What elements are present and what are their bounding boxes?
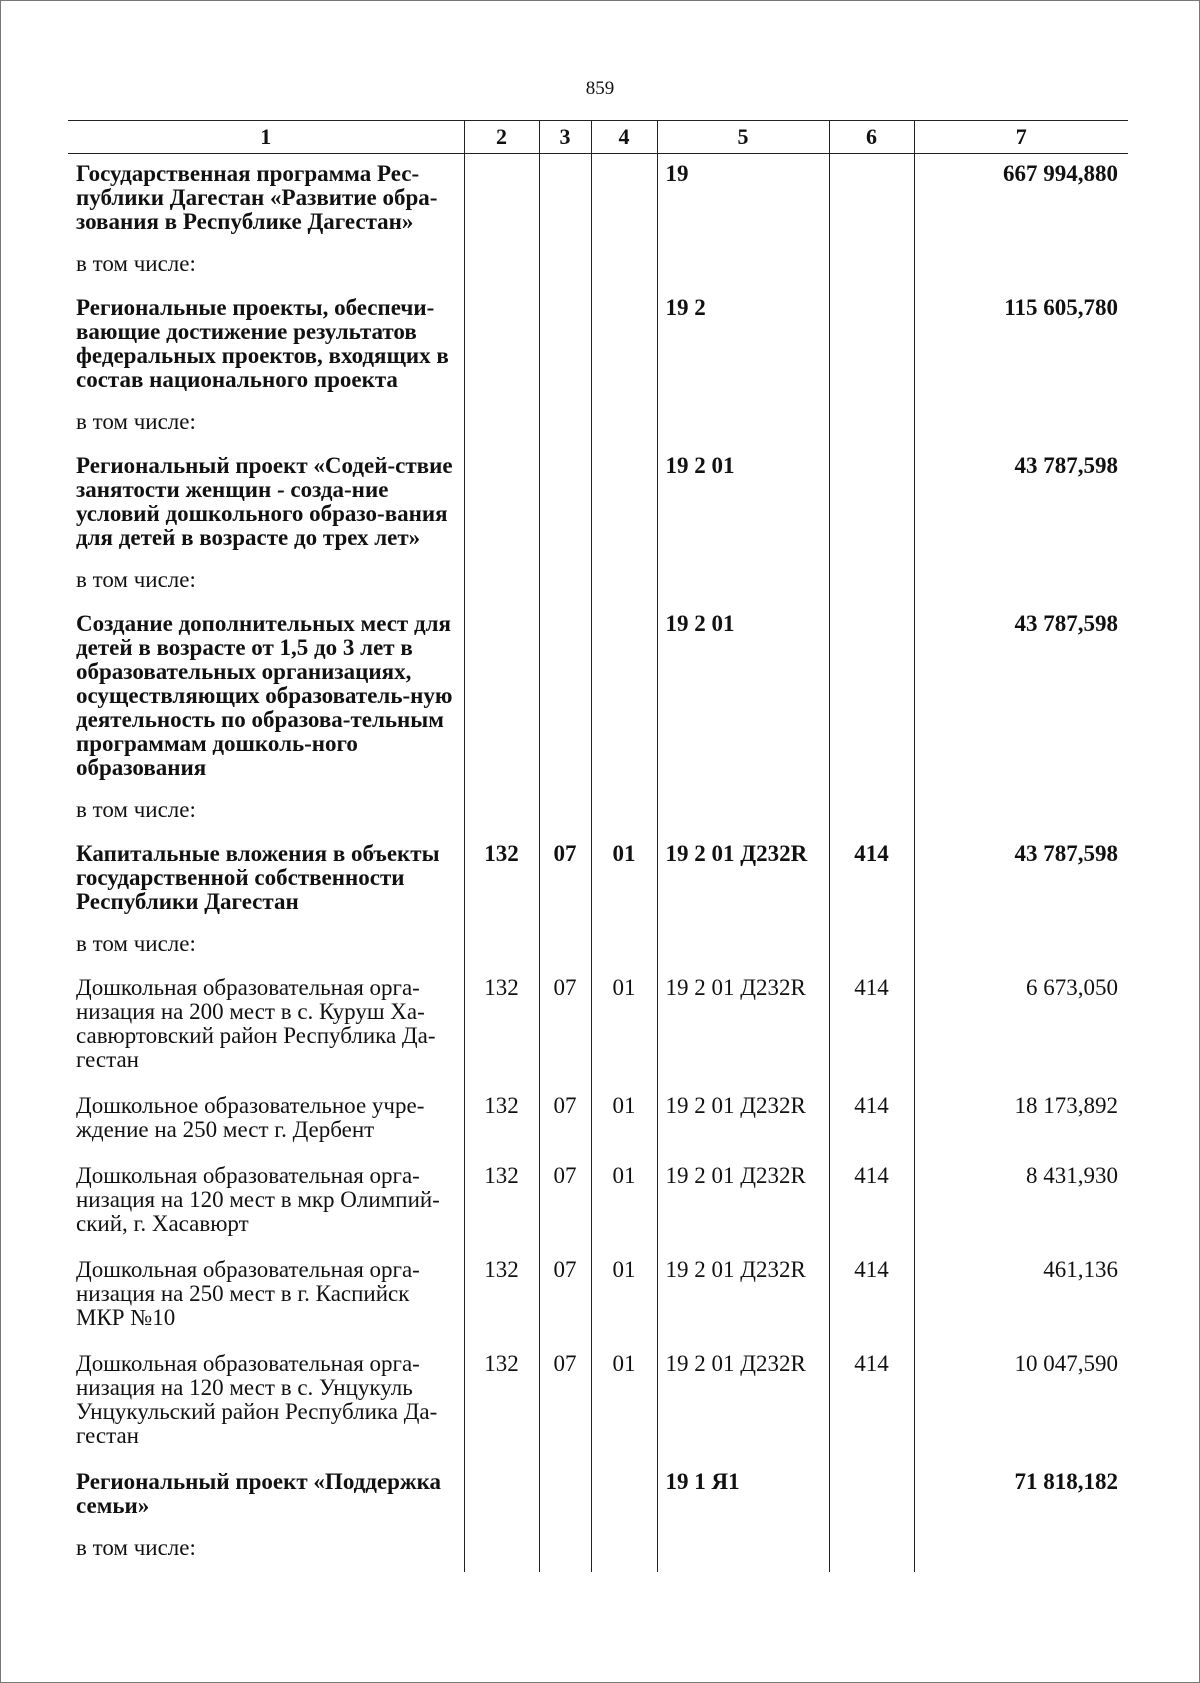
row-col-2: [464, 928, 539, 968]
row-col-3: [539, 446, 591, 564]
row-amount: 667 994,880: [914, 154, 1128, 249]
table-row: [68, 604, 1128, 794]
row-col-4: [591, 446, 657, 564]
row-col-3: [539, 1462, 591, 1532]
row-code: 19 2 01 Д232R: [657, 834, 829, 928]
row-col-4: [591, 1462, 657, 1532]
table-row: [68, 248, 1128, 288]
row-amount: [914, 564, 1128, 604]
row-name: Региональный проект «Содей-ствие занятости женщин - созда-ние условий дошкольного образо-вания для детей в возрасте до трех лет»: [68, 446, 464, 564]
page-number: 859: [585, 78, 615, 99]
table-row: [68, 154, 1128, 249]
row-col-3: 07: [539, 1344, 591, 1462]
row-code: 19 2 01: [657, 446, 829, 564]
row-col-4: [591, 154, 657, 249]
row-amount: 6 673,050: [914, 968, 1128, 1086]
row-amount: 18 173,892: [914, 1086, 1128, 1156]
row-col-4: 01: [591, 968, 657, 1086]
row-name: Дошкольная образовательная орга-низация на 120 мест в мкр Олимпий-ский, г. Хасавюрт: [68, 1156, 464, 1250]
header-col-6: 6: [829, 121, 914, 154]
table-row: [68, 834, 1128, 928]
row-col-2: 132: [464, 1156, 539, 1250]
row-col-3: [539, 406, 591, 446]
row-code: [657, 248, 829, 288]
row-code: 19 2 01 Д232R: [657, 1156, 829, 1250]
row-col-2: [464, 1532, 539, 1572]
table-row: [68, 928, 1128, 968]
row-col-6: [829, 604, 914, 794]
row-name: Дошкольная образовательная орга-низация на 120 мест в с. Унцукуль Унцукульский район Республика Да-гестан: [68, 1344, 464, 1462]
row-col-3: 07: [539, 1156, 591, 1250]
row-name: Создание дополнительных мест для детей в возрасте от 1,5 до 3 лет в образовательных организациях, осуществляющих образователь-ную деятельность по образова-тельным программам дошколь-ного образования: [68, 604, 464, 794]
table-row: [68, 564, 1128, 604]
row-col-6: [829, 794, 914, 834]
row-col-4: 01: [591, 1344, 657, 1462]
table-row: [68, 288, 1128, 406]
row-name: в том числе:: [68, 564, 464, 604]
row-col-2: [464, 406, 539, 446]
row-col-2: 132: [464, 1086, 539, 1156]
row-amount: [914, 1532, 1128, 1572]
row-col-2: 132: [464, 834, 539, 928]
row-name: Региональный проект «Поддержка семьи»: [68, 1462, 464, 1532]
row-col-6: 414: [829, 1156, 914, 1250]
row-name: в том числе:: [68, 1532, 464, 1572]
row-col-6: [829, 1462, 914, 1532]
row-col-4: [591, 604, 657, 794]
table-header-row: [68, 121, 1128, 154]
row-col-6: [829, 406, 914, 446]
row-name: Государственная программа Рес-публики Дагестан «Развитие обра-зования в Республике Дагестан»: [68, 154, 464, 249]
header-col-4: 4: [591, 121, 657, 154]
row-code: 19 1 Я1: [657, 1462, 829, 1532]
row-col-2: [464, 1462, 539, 1532]
table-row: [68, 1532, 1128, 1572]
row-col-4: [591, 564, 657, 604]
budget-table: [68, 120, 1128, 1572]
row-col-6: 414: [829, 968, 914, 1086]
header-col-7: 7: [914, 121, 1128, 154]
row-amount: [914, 248, 1128, 288]
table-row: [68, 1086, 1128, 1156]
row-amount: 461,136: [914, 1250, 1128, 1344]
row-col-4: [591, 1532, 657, 1572]
row-col-6: [829, 248, 914, 288]
table-body: [68, 154, 1128, 1573]
row-col-2: [464, 564, 539, 604]
header-col-3: 3: [539, 121, 591, 154]
row-name: в том числе:: [68, 406, 464, 446]
row-col-6: [829, 288, 914, 406]
row-code: 19: [657, 154, 829, 249]
row-amount: [914, 928, 1128, 968]
row-col-6: 414: [829, 1086, 914, 1156]
row-name: Дошкольная образовательная орга-низация на 200 мест в с. Куруш Ха-савюртовский район Республика Да-гестан: [68, 968, 464, 1086]
row-col-6: 414: [829, 834, 914, 928]
row-col-4: [591, 248, 657, 288]
row-name: Капитальные вложения в объекты государственной собственности Республики Дагестан: [68, 834, 464, 928]
row-code: 19 2 01 Д232R: [657, 1344, 829, 1462]
row-col-2: [464, 446, 539, 564]
row-code: [657, 564, 829, 604]
row-name: Дошкольная образовательная орга-низация на 250 мест в г. Каспийск МКР №10: [68, 1250, 464, 1344]
row-code: 19 2 01 Д232R: [657, 1086, 829, 1156]
row-name: Региональные проекты, обеспечи-вающие достижение результатов федеральных проектов, входящих в состав национального проекта: [68, 288, 464, 406]
row-col-6: [829, 446, 914, 564]
row-col-4: [591, 288, 657, 406]
row-col-4: 01: [591, 1156, 657, 1250]
row-col-4: 01: [591, 1086, 657, 1156]
row-col-3: [539, 794, 591, 834]
row-col-3: [539, 564, 591, 604]
row-col-3: 07: [539, 968, 591, 1086]
row-col-6: [829, 1532, 914, 1572]
row-col-6: 414: [829, 1344, 914, 1462]
row-col-4: 01: [591, 834, 657, 928]
row-col-3: [539, 248, 591, 288]
row-col-3: 07: [539, 1086, 591, 1156]
header-col-1: 1: [68, 121, 464, 154]
row-col-4: 01: [591, 1250, 657, 1344]
row-col-6: [829, 154, 914, 249]
row-col-3: [539, 288, 591, 406]
row-col-2: [464, 604, 539, 794]
row-col-4: [591, 406, 657, 446]
row-col-3: 07: [539, 1250, 591, 1344]
row-amount: 43 787,598: [914, 834, 1128, 928]
row-code: [657, 794, 829, 834]
table-row: [68, 1462, 1128, 1532]
table-row: [68, 406, 1128, 446]
header-col-5: 5: [657, 121, 829, 154]
row-col-2: 132: [464, 1250, 539, 1344]
table-row: [68, 1250, 1128, 1344]
row-col-3: 07: [539, 834, 591, 928]
row-col-6: 414: [829, 1250, 914, 1344]
row-code: 19 2 01 Д232R: [657, 968, 829, 1086]
row-amount: 115 605,780: [914, 288, 1128, 406]
row-col-2: 132: [464, 1344, 539, 1462]
row-code: [657, 406, 829, 446]
row-name: в том числе:: [68, 248, 464, 288]
row-col-2: 132: [464, 968, 539, 1086]
row-name: Дошкольное образовательное учре-ждение на 250 мест г. Дербент: [68, 1086, 464, 1156]
row-col-3: [539, 1532, 591, 1572]
table-row: [68, 794, 1128, 834]
row-code: 19 2 01 Д232R: [657, 1250, 829, 1344]
row-col-3: [539, 154, 591, 249]
table-row: [68, 446, 1128, 564]
row-code: [657, 1532, 829, 1572]
header-col-2: 2: [464, 121, 539, 154]
table-row: [68, 1156, 1128, 1250]
row-code: 19 2: [657, 288, 829, 406]
row-amount: [914, 406, 1128, 446]
row-name: в том числе:: [68, 794, 464, 834]
row-col-6: [829, 564, 914, 604]
row-amount: 8 431,930: [914, 1156, 1128, 1250]
row-code: [657, 928, 829, 968]
row-amount: [914, 794, 1128, 834]
row-col-6: [829, 928, 914, 968]
row-amount: 43 787,598: [914, 604, 1128, 794]
table-row: [68, 1344, 1128, 1462]
row-col-4: [591, 794, 657, 834]
row-name: в том числе:: [68, 928, 464, 968]
row-col-2: [464, 288, 539, 406]
row-col-3: [539, 928, 591, 968]
table-row: [68, 968, 1128, 1086]
row-col-4: [591, 928, 657, 968]
row-col-2: [464, 154, 539, 249]
row-col-2: [464, 248, 539, 288]
row-amount: 43 787,598: [914, 446, 1128, 564]
row-col-3: [539, 604, 591, 794]
row-amount: 71 818,182: [914, 1462, 1128, 1532]
row-code: 19 2 01: [657, 604, 829, 794]
row-amount: 10 047,590: [914, 1344, 1128, 1462]
row-col-2: [464, 794, 539, 834]
